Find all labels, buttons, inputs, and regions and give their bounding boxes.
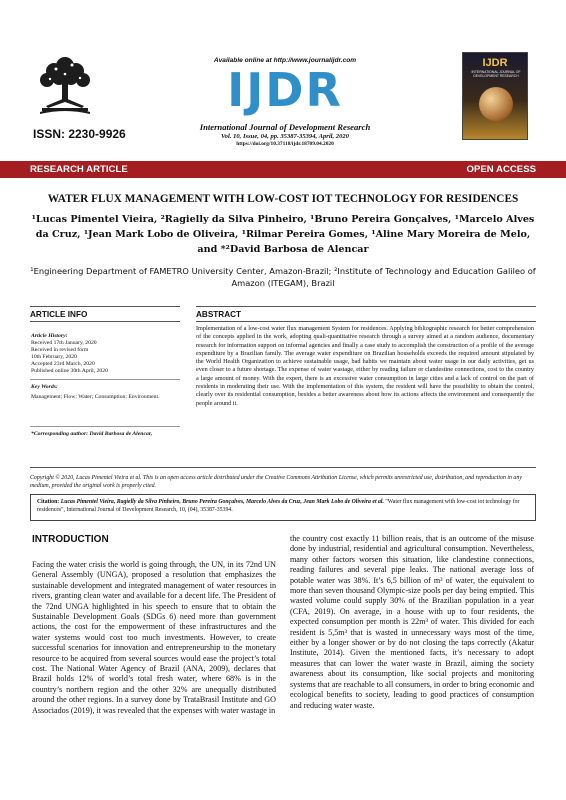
keywords-block — [31, 384, 179, 401]
history-line: 10th February, 2020 — [31, 354, 77, 360]
divider — [30, 379, 180, 380]
history-line: Accepted 23rd March, 2020 — [31, 361, 95, 367]
citation-authors: Lucas Pimentel Vieira, Ragielly da Silva Pinheiro, Bruno Pereira Gonçalves, Marcelo Alves da Cruz, Jean Mark Lobo de Oliveira et al. — [60, 499, 384, 505]
keywords-label: Key Words: — [31, 384, 58, 390]
citation-details: "Water flux management with low-cost iot technology for residences", International Journal of Development Research, 10, (04), 35387-35394. — [37, 499, 520, 513]
citation-label: Citation: — [37, 499, 60, 505]
journal-cover-image — [462, 52, 528, 140]
abstract-heading: ABSTRACT — [196, 310, 242, 319]
citation-box — [30, 494, 536, 521]
planet-icon — [479, 87, 513, 121]
history-line: Published online 30th April, 2020 — [31, 368, 108, 374]
issn: ISSN: 2230-9926 — [33, 127, 126, 141]
divider — [30, 467, 536, 468]
divider — [196, 321, 536, 322]
cover-subtitle: INTERNATIONAL JOURNAL OF DEVELOPMENT RESEARCH — [471, 70, 521, 78]
abstract-text: Implementation of a low-cost water flux management System for residences. Applying bibliographic research for better comprehension of the concepts applied in the work, adopting quali-quantitative research through a survey aimed at a random audience, documentary research for information support on informal agencies and finally a case study to accomplish the construction of a profile of the average expenditure by a Brazilian family. The average water expenditure on Brazilian households exceeds the required amount stipulated by the World Health Organization to achieve sustainable usage, bad habits we maintain about water usage in our daily activities, get us even closer to a future shortage. The expense of water wastage, either by reading failure or clandestine connections, cost to the country a large amount of money. With the expert, there is an excessive water consumption in large cities and a lack of control on the part of residents in moderating their use. With the implementation of this system, the resident will have the possibility to obtain the control, clearly over its residential consumption, besides a better awareness about how its actions affects the environment and consequently the people around it. — [196, 325, 534, 407]
divider — [196, 306, 536, 307]
copyright-notice: Copyright © 2020, Lucas Pimentel Vieira et al. This is an open access article distributed under the Creative Commons Attribution License, which permits unrestricted use, distribution, and reproduction in any medium, provided the original work is properly cited. — [30, 475, 522, 489]
corresponding-author — [31, 431, 179, 438]
journal-name: International Journal of Development Research — [199, 122, 371, 132]
intro-left-column: Facing the water crisis the world is going through, the UN, in its 72nd UN General Assembly (UNGA), proposed a resolution that emphasizes the sustainable development and integrated management of water resources in rivers, granting clean water and available for a decent life. The President of the 72nd UNGA highlighted in his speech to ensure that to obtain the Sustainable Development Goals (SDGs 6) need more than government actions, the cost for the empowerment of these infrastructures and the water systems would cost too much investments. However, to create successful scenarios for innovation and entrepreneurship to the monetary resource to be acquired from several sources would ease the project’s total cost. The National Water Agency of Brazil (ANA, 2009), declares that Brazil holds 12% of world’s total fresh water, where 68% is in the country’s northern region and the other 32% are unequally distributed around the other regions. In a survey done by TrataBrasil Institute and GO Associados (2019), it was revealed that the expenses with water wastage in — [32, 560, 276, 715]
divider — [30, 321, 180, 322]
history-label: Article History: — [31, 333, 68, 339]
history-line: Received in revised form — [31, 347, 89, 353]
author-list: ¹Lucas Pimentel Vieira, ²Ragielly da Silva Pinheiro, ¹Bruno Pereira Gonçalves, ¹Marcelo Alves da Cruz, ¹Jean Mark Lobo de Oliveira, ¹Rilmar Pereira Gomes, ¹Aline Mary Moreira de Melo, and *²David Barbosa de Alencar — [31, 214, 535, 255]
tree-logo-icon — [32, 52, 98, 118]
cover-title: IJDR — [482, 57, 508, 69]
divider — [30, 306, 180, 307]
research-article-label: RESEARCH ARTICLE — [30, 164, 128, 175]
journal-logo-text: IJDR — [227, 63, 343, 117]
history-line: Received 17th January, 2020 — [31, 340, 97, 346]
article-info-heading: ARTICLE INFO — [30, 310, 88, 319]
doi-link[interactable]: https://doi.org/10.37118/ijdr.18709.04.2020 — [236, 141, 334, 147]
introduction-heading: INTRODUCTION — [32, 534, 109, 545]
availability-link[interactable]: Available online at http://www.journalijdr.com — [213, 57, 357, 64]
open-access-label: OPEN ACCESS — [466, 164, 536, 175]
article-history — [31, 333, 179, 375]
intro-right-column: the country cost exactly 11 billion reais, that is an outcome of the misuse done by industrial, residential and agricultural consumption. Nevertheless, many other factors worsen this situation, like clandestine connections, reading failures and several pipe leaks. The national average loss of potable water was 38%. It’s 6,5 billion of m³ of water, the equivalent to more than seven thousand Olympic-size pools per day being emptied. This wasted volume could supply 30% of the Brazilian population in a year (CFA, 2019). On average, in a house with up to four residents, the expected consumption per month is 22m³ of water. This divided for each resident is 5,5m³ that is wasted in unnecessary ways most of the time, either by a longer shower or by do not closing the taps correctly (Akatur Institute, 2014). Given the mentioned facts, it’s necessary to adopt measures that can lower the water waste in Brazil, aiming the society awareness about its consumption, like social projects and monitoring systems that are reachable to all consumers, in order to bring economic and ecological benefits to society, leading to good practices of consumption and reducing water waste. — [290, 534, 534, 710]
divider — [30, 426, 180, 427]
paper-title: WATER FLUX MANAGEMENT WITH LOW-COST IOT TECHNOLOGY FOR RESIDENCES — [47, 193, 519, 205]
keywords: Management; Flow; Water; Consumption; Environment. — [31, 394, 160, 400]
volume-info: Vol. 10, Issue, 04, pp. 35387-35394, April, 2020 — [221, 133, 349, 140]
affiliations: ¹Engineering Department of FAMETRO University Center, Amazon-Brazil; ²Institute of Technology and Education Galileo of Amazon (ITEGAM), Brazil — [30, 266, 536, 288]
corresponding-author-text: *Corresponding author: David Barbosa de Alencar, — [31, 431, 153, 437]
